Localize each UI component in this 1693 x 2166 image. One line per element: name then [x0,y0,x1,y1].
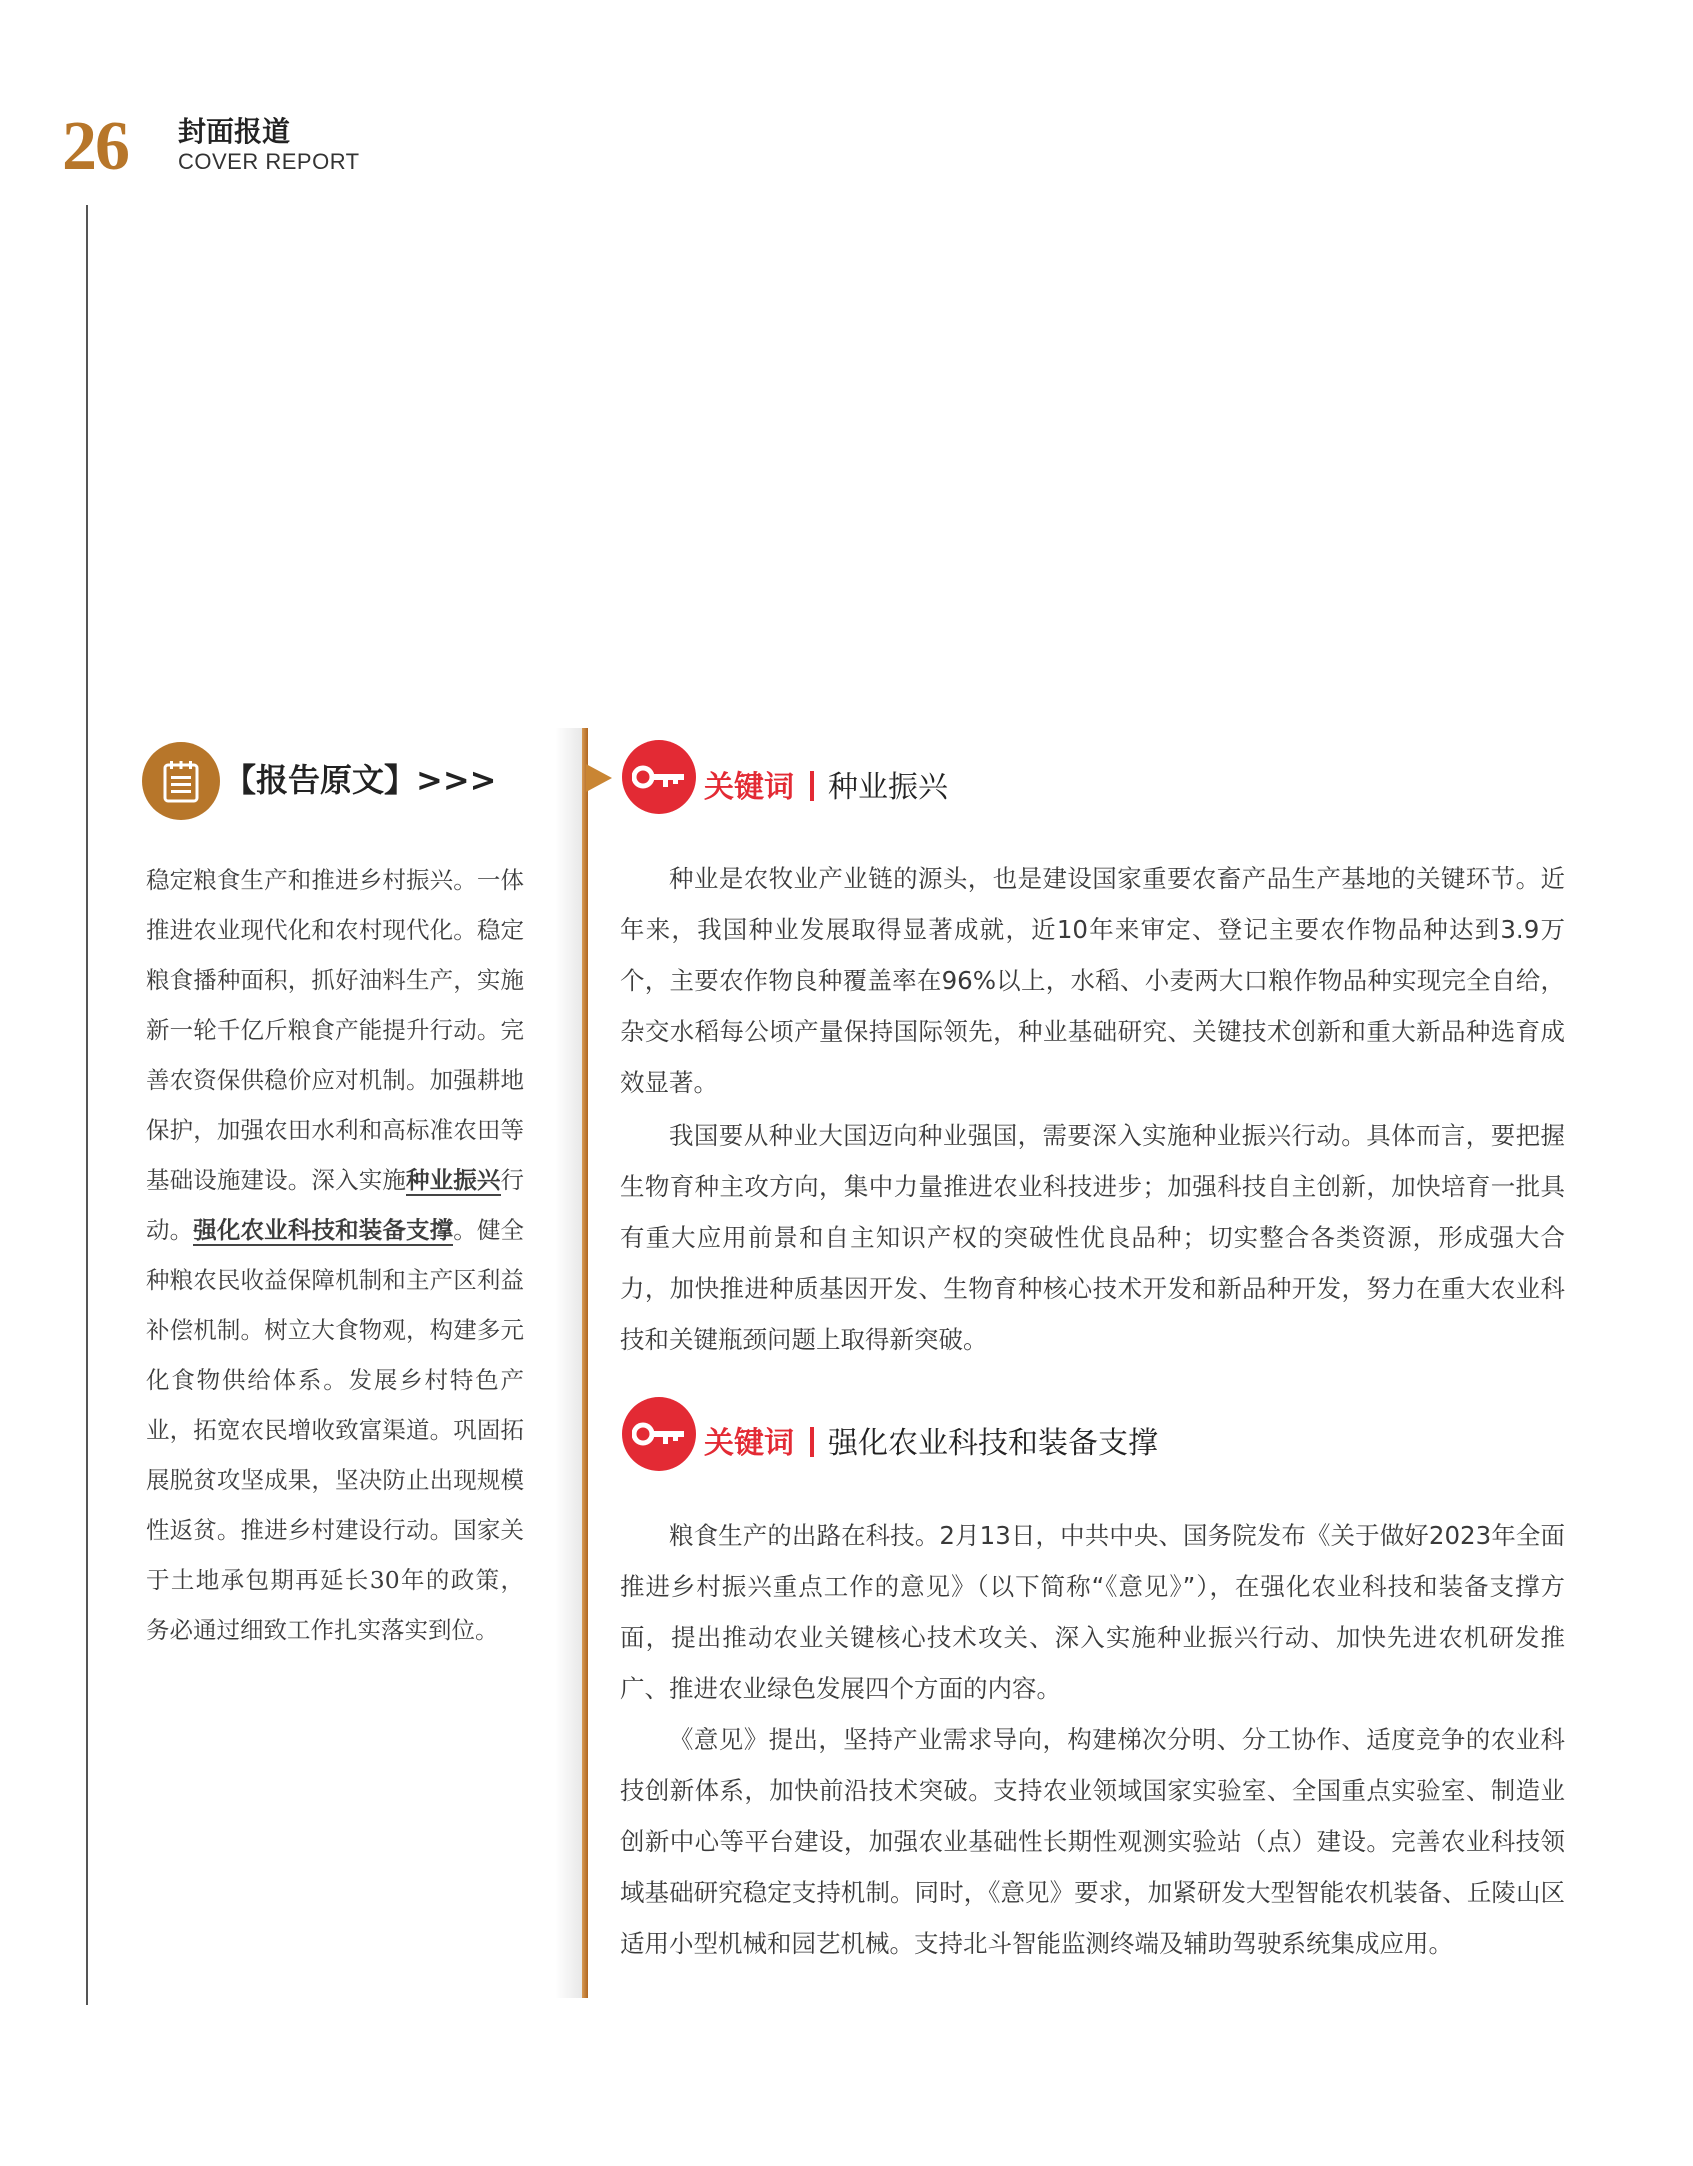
key-icon [622,740,696,814]
keyword-separator [810,1427,814,1457]
excerpt-highlight: 种业振兴 [405,1166,501,1194]
keyword-label: 关键词 [704,1426,794,1461]
key-icon [622,1397,696,1471]
keyword-title: 强化农业科技和装备支撑 [828,1426,1158,1461]
page-number: 26 [62,108,128,185]
keyword-heading [704,1424,1158,1464]
body-paragraph: 我国要从种业大国迈向种业强国，需要深入实施种业振兴行动。具体而言，要把握生物育种主攻方向，集中力量推进农业科技进步；加强科技自主创新，加快培育一批具有重大应用前景和自主知识产权的突破性优良品种；切实整合各类资源，形成强大合力，加快推进种质基因开发、生物育种核心技术开发和新品种开发，努力在重大农业科技和关键瓶颈问题上取得新突破。 [620,1121,1565,1354]
body-paragraph: 《意见》提出，坚持产业需求导向，构建梯次分明、分工协作、适度竞争的农业科技创新体系，加快前沿技术突破。支持农业领域国家实验室、全国重点实验室、制造业创新中心等平台建设，加强农业基础性长期性观测实验站（点）建设。完善农业科技领域基础研究稳定支持机制。同时，《意见》要求，加紧研发大型智能农机装备、丘陵山区适用小型机械和园艺机械。支持北斗智能监测终端及辅助驾驶系统集成应用。 [620,1725,1565,1958]
excerpt-text: 。健全种粮农民收益保障机制和主产区利益补偿机制。树立大食物观，构建多元化食物供给体系。发展乡村特色产业，拓宽农民增收致富渠道。巩固拓展脱贫攻坚成果，坚决防止出现规模性返贫。推进乡村建设行动。国家关于土地承包期再延长30年的政策，务必通过细致工作扎实落实到位。 [146,1216,525,1644]
keyword-title: 种业振兴 [828,770,948,805]
column-divider [582,728,588,1998]
section-title-cn: 封面报道 [178,115,291,148]
excerpt-text: 稳定粮食生产和推进乡村振兴。一体推进农业现代化和农村现代化。稳定粮食播种面积，抓好油料生产，实施新一轮千亿斤粮食产能提升行动。完善农资保供稳价应对机制。加强耕地保护，加强农田水利和高标准农田等基础设施建设。深入实施 [146,866,524,1194]
report-excerpt [146,855,524,1655]
body-paragraph: 粮食生产的出路在科技。2月13日，中共中央、国务院发布《关于做好2023年全面推进乡村振兴重点工作的意见》（以下简称“《意见》”），在强化农业科技和装备支撑方面，提出推动农业关键核心技术攻关、深入实施种业振兴行动、加快先进农机研发推广、推进农业绿色发展四个方面的内容。 [620,1521,1565,1703]
keyword-separator [810,771,814,801]
section-title-en: COVER REPORT [178,149,360,174]
excerpt-text: 行动。 [146,1166,525,1244]
keyword-heading [704,768,948,808]
body-paragraph: 种业是农牧业产业链的源头，也是建设国家重要农畜产品生产基地的关键环节。近年来，我国种业发展取得显著成就，近10年来审定、登记主要农作物品种达到3.9万个，主要农作物良种覆盖率在96%以上，水稻、小麦两大口粮作物品种实现完全自给，杂交水稻每公顷产量保持国际领先，种业基础研究、关键技术创新和重大新品种选育成效显著。 [620,864,1565,1097]
divider-shadow [555,728,585,1998]
excerpt-highlight: 强化农业科技和装备支撑 [193,1216,454,1244]
sidebar-title: 【报告原文】>>> [224,761,497,799]
divider-arrow-icon [586,764,612,792]
keyword-label: 关键词 [704,770,794,805]
notepad-icon [142,742,220,820]
margin-rule [86,205,88,2005]
